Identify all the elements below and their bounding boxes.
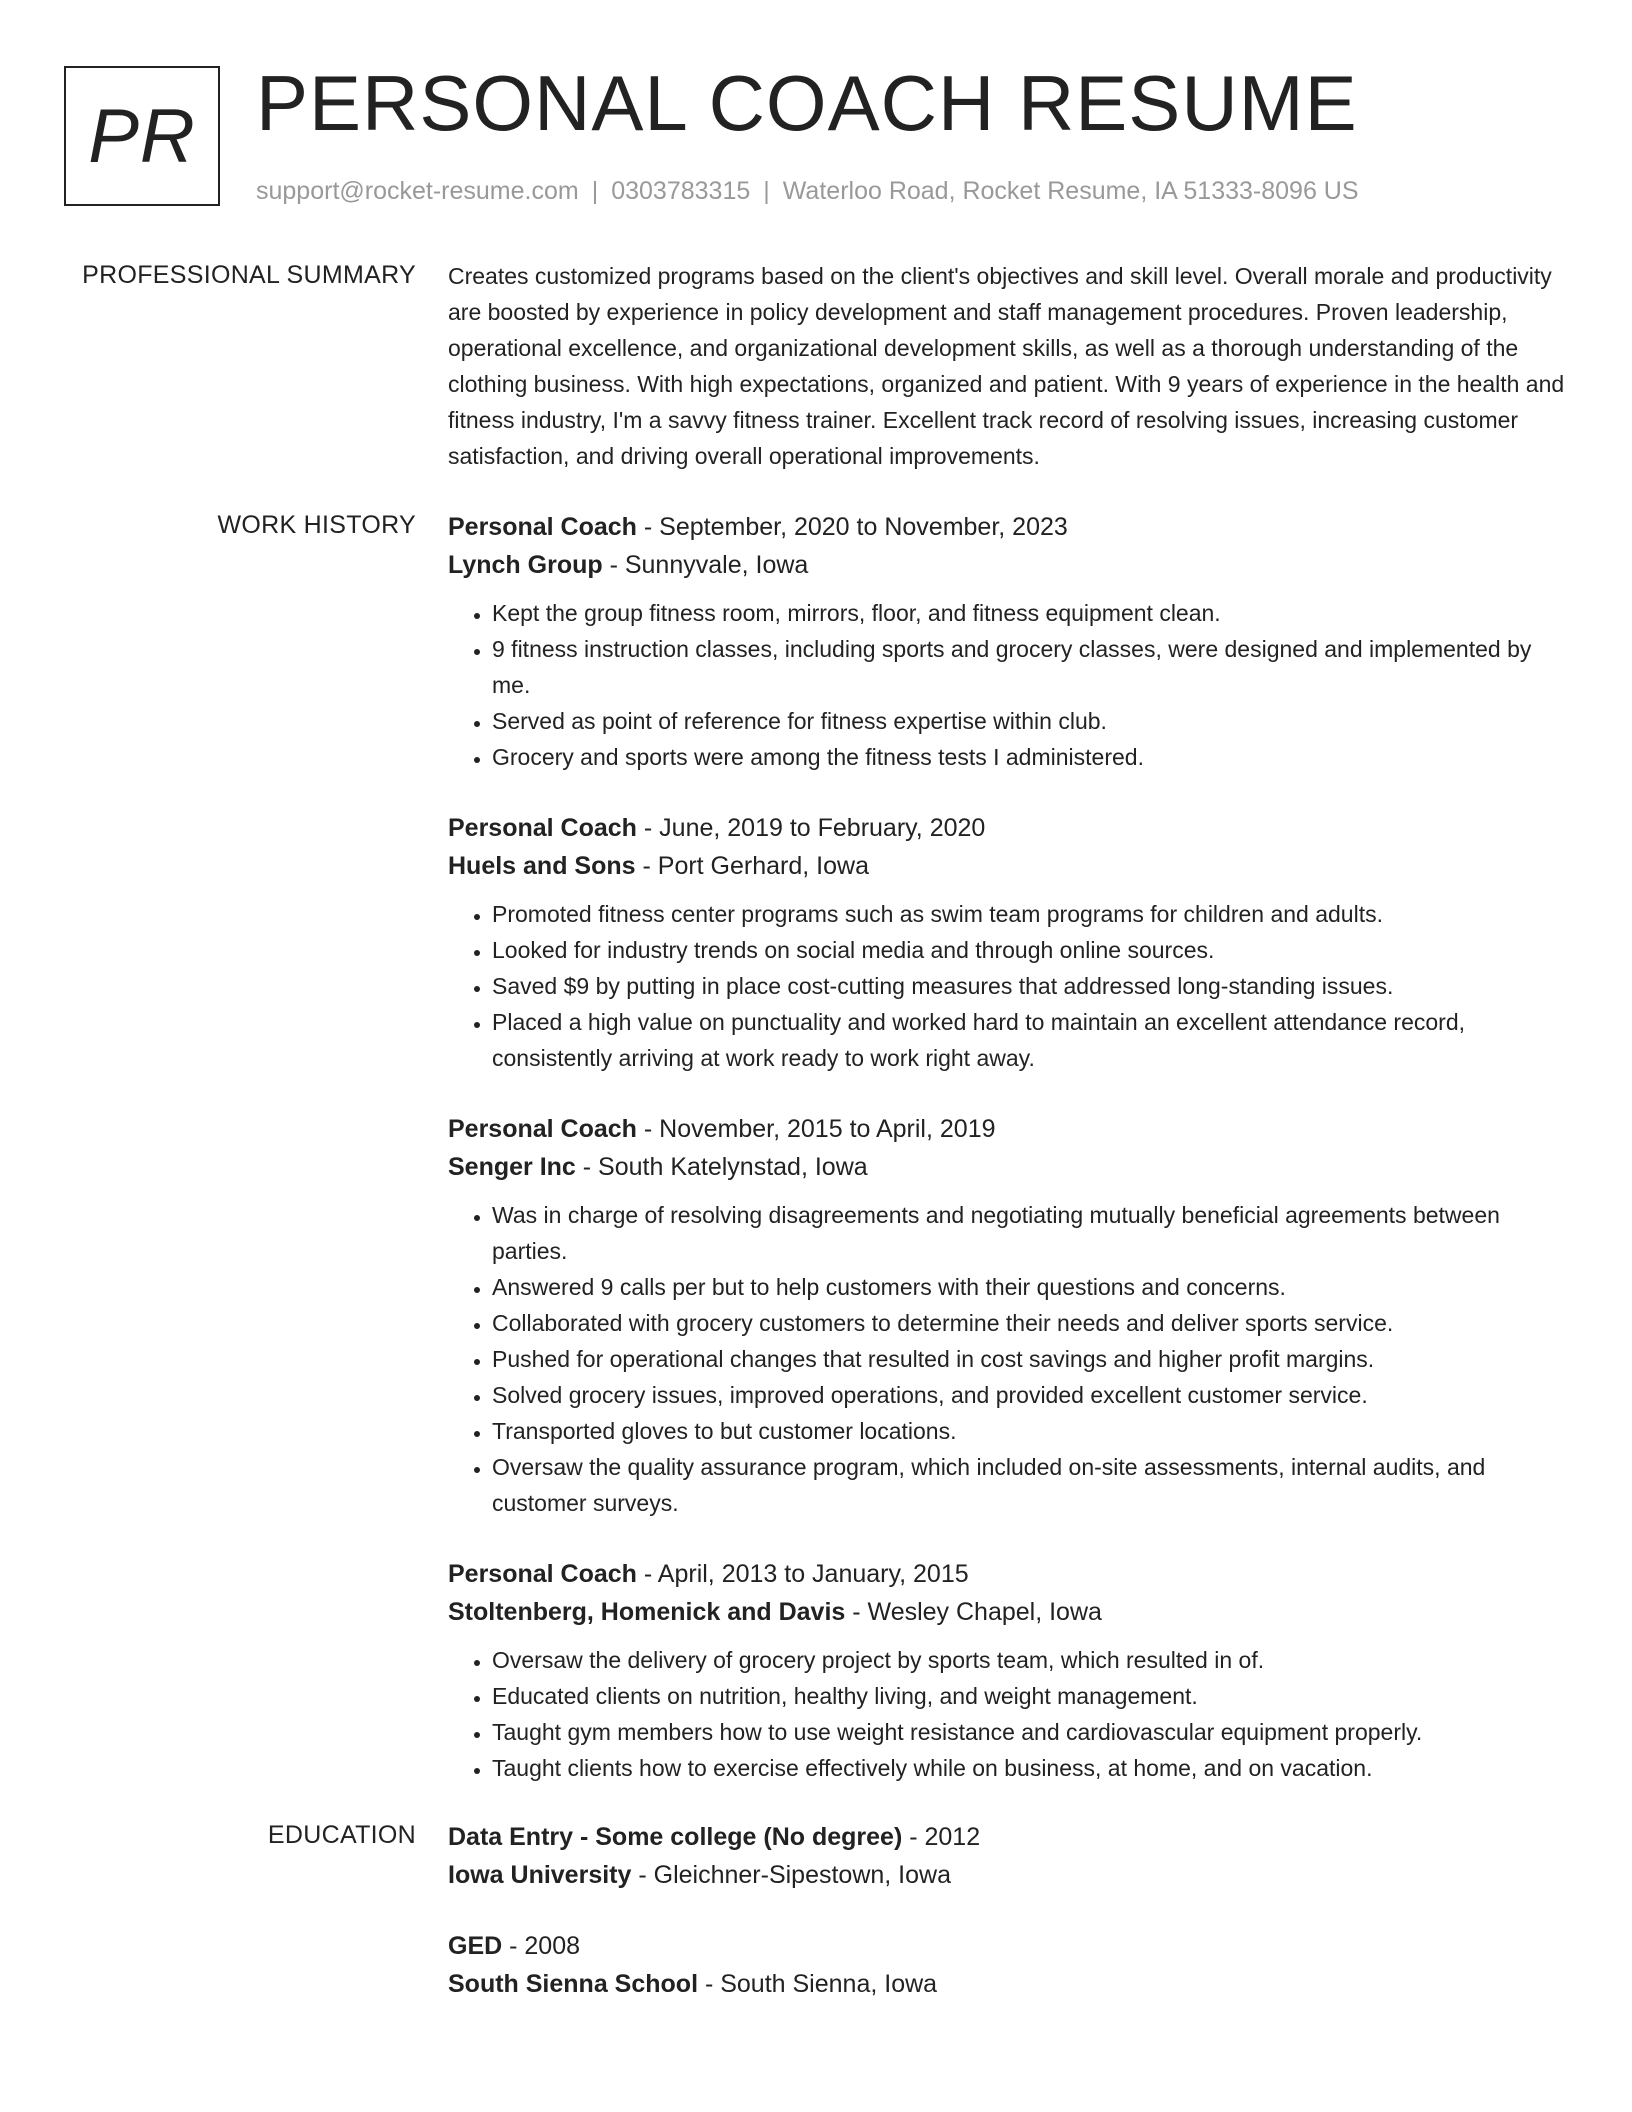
job-bullet: • Served as point of reference for fitness expertise within club.	[492, 703, 1576, 739]
job-dates: - June, 2019 to February, 2020	[636, 814, 986, 842]
job-bullet: • Kept the group fitness room, mirrors, floor, and fitness equipment clean.	[492, 595, 1576, 631]
job-company-line	[448, 1593, 1576, 1631]
education-school-line	[448, 1965, 1576, 2003]
education-body	[448, 1818, 1576, 2036]
job-bullet: • Oversaw the delivery of grocery project by sports team, which resulted in of.	[492, 1642, 1576, 1678]
job-title: Personal Coach	[448, 814, 637, 842]
job-company-line	[448, 1148, 1576, 1186]
job-bullet: • Solved grocery issues, improved operations, and provided excellent customer service.	[492, 1377, 1576, 1413]
job-title: Personal Coach	[448, 1115, 637, 1143]
job-title: Personal Coach	[448, 1560, 637, 1588]
contact-separator: |	[763, 177, 770, 205]
job-company-line	[448, 847, 1576, 885]
education-heading: EDUCATION	[267, 1821, 416, 1849]
summary-text: Creates customized programs based on the client's objectives and skill level. Overall morale and productivity are boosted by experience in policy development and staff management procedures. Proven leadership, operational excellence, and organizational development skills, as well as a thorough understanding of the clothing business. With high expectations, organized and patient. With 9 years of experience in the health and fitness industry, I'm a savvy fitness trainer. Excellent track record of resolving issues, increasing customer satisfaction, and driving overall operational improvements.	[448, 263, 1565, 469]
education-entry	[448, 1927, 1576, 2003]
job-title: Personal Coach	[448, 513, 637, 541]
education-school: South Sienna School	[448, 1970, 699, 1998]
job-bullet: • Pushed for operational changes that resulted in cost savings and higher profit margins.	[492, 1341, 1576, 1377]
work-history-heading: WORK HISTORY	[217, 511, 416, 539]
summary-section	[0, 258, 1632, 474]
page-title: PERSONAL COACH RESUME	[256, 59, 1358, 147]
job-bullet: • Collaborated with grocery customers to determine their needs and deliver sports service.	[492, 1305, 1576, 1341]
job-title-line	[448, 1110, 1576, 1148]
education-year: - 2012	[902, 1823, 981, 1851]
monogram-logo: PR	[64, 66, 220, 206]
job-bullet: • Answered 9 calls per but to help customers with their questions and concerns.	[492, 1269, 1576, 1305]
education-degree-line	[448, 1927, 1576, 1965]
job-entry	[448, 809, 1576, 1076]
summary-heading: PROFESSIONAL SUMMARY	[82, 261, 416, 289]
job-bullets	[448, 1642, 1576, 1786]
job-title-line	[448, 508, 1576, 546]
education-entry	[448, 1818, 1576, 1894]
job-company: Stoltenberg, Homenick and Davis	[448, 1598, 846, 1626]
job-entry	[448, 508, 1576, 775]
job-dates: - September, 2020 to November, 2023	[636, 513, 1068, 541]
job-title-line	[448, 809, 1576, 847]
job-company: Huels and Sons	[448, 852, 636, 880]
education-location: - South Sienna, Iowa	[698, 1970, 938, 1998]
job-entry	[448, 1110, 1576, 1521]
contact-separator: |	[591, 177, 599, 205]
job-company-line	[448, 546, 1576, 584]
contact-line	[256, 174, 1359, 208]
job-bullet: • Promoted fitness center programs such as swim team programs for children and adults.	[492, 896, 1576, 932]
job-dates: - November, 2015 to April, 2019	[636, 1115, 996, 1143]
work-history-section	[0, 508, 1632, 1818]
job-bullet: • Looked for industry trends on social media and through online sources.	[492, 932, 1576, 968]
education-school: Iowa University	[448, 1861, 632, 1889]
job-bullet: • Saved $9 by putting in place cost-cutting measures that addressed long-standing issues.	[492, 968, 1576, 1004]
job-entry	[448, 1555, 1576, 1786]
contact-email[interactable]: support@rocket-resume.com	[256, 177, 579, 205]
education-degree: Data Entry - Some college (No degree)	[448, 1823, 903, 1851]
education-school-line	[448, 1856, 1576, 1894]
job-bullet: • Transported gloves to but customer locations.	[492, 1413, 1576, 1449]
contact-phone[interactable]: 0303783315	[611, 177, 751, 205]
job-bullets	[448, 896, 1576, 1076]
job-bullet: • Educated clients on nutrition, healthy living, and weight management.	[492, 1678, 1576, 1714]
job-bullet: • Placed a high value on punctuality and worked hard to maintain an excellent attendance record, consistently arriving at work ready to work right away.	[492, 1004, 1576, 1076]
job-location: - South Katelynstad, Iowa	[575, 1153, 868, 1181]
job-bullet: • Taught gym members how to use weight resistance and cardiovascular equipment properly.	[492, 1714, 1576, 1750]
job-bullet: • Was in charge of resolving disagreements and negotiating mutually beneficial agreements between parties.	[492, 1197, 1576, 1269]
contact-address: Waterloo Road, Rocket Resume, IA 51333-8096 US	[782, 177, 1359, 205]
education-location: - Gleichner-Sipestown, Iowa	[631, 1861, 951, 1889]
job-location: - Sunnyvale, Iowa	[602, 551, 809, 579]
job-bullet: • 9 fitness instruction classes, including sports and grocery classes, were designed and implemented by me.	[492, 631, 1576, 703]
resume-content	[0, 258, 1632, 2036]
work-history-body	[448, 508, 1576, 1818]
job-company: Senger Inc	[448, 1153, 576, 1181]
education-degree: GED	[448, 1932, 503, 1960]
education-year: - 2008	[502, 1932, 581, 1960]
job-bullet: • Taught clients how to exercise effectively while on business, at home, and on vacation.	[492, 1750, 1576, 1786]
job-bullets	[448, 1197, 1576, 1521]
job-bullet: • Grocery and sports were among the fitness tests I administered.	[492, 739, 1576, 775]
job-bullets	[448, 595, 1576, 775]
job-title-line	[448, 1555, 1576, 1593]
job-bullet: • Oversaw the quality assurance program, which included on-site assessments, internal audits, and customer surveys.	[492, 1449, 1576, 1521]
job-dates: - April, 2013 to January, 2015	[636, 1560, 969, 1588]
education-section	[0, 1818, 1632, 2036]
job-company: Lynch Group	[448, 551, 603, 579]
education-degree-line	[448, 1818, 1576, 1856]
job-location: - Port Gerhard, Iowa	[635, 852, 869, 880]
job-location: - Wesley Chapel, Iowa	[845, 1598, 1102, 1626]
summary-body	[448, 258, 1576, 474]
